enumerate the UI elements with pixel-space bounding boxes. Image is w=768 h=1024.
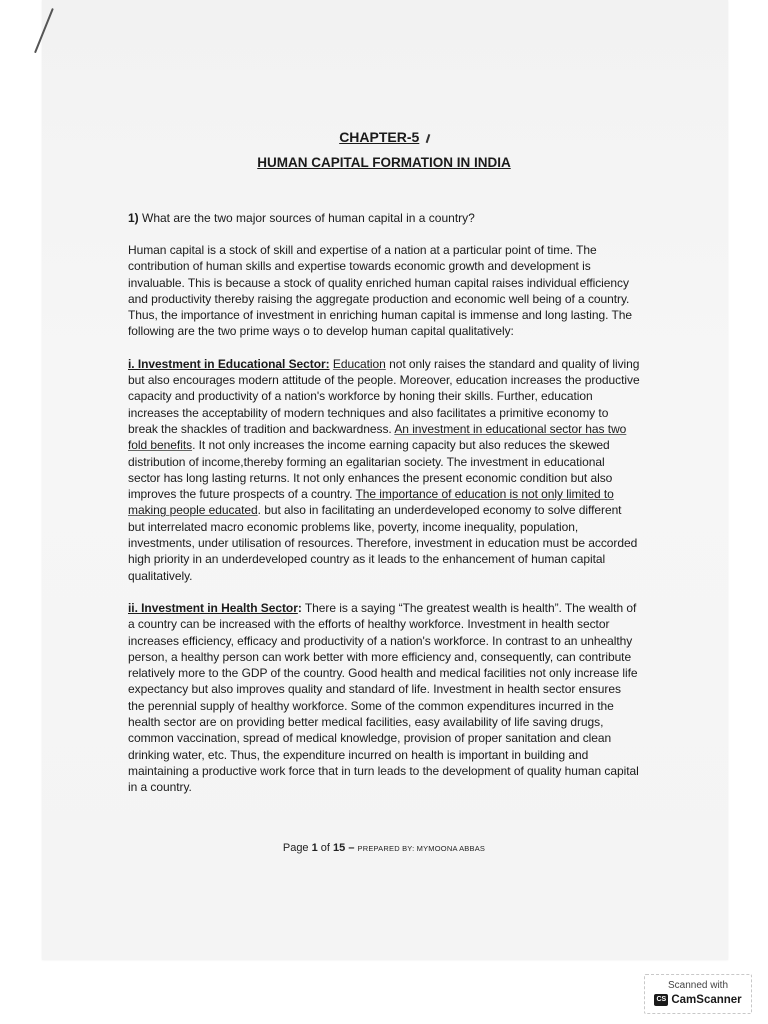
section-education-text-3: . It not only increases the income earning capacity but also reduces the skewed distribution of income,thereby forming an egalitarian society. The investment in educational sector has long lasting returns. It not only enhances the present economic condition but also improves the future prospects of a country. xyxy=(128,438,613,502)
section-education-text-2: not only raises the standard and quality of living but also encourages modern attitude of the people. Moreover, education increases the productive capacity and productivity of a nation's workforce by honing their skills. Further, education increases the acceptability of modern techniques and also facilitates a primitive economy to break the shackles of tradition and backwardness. xyxy=(128,356,640,436)
footer-of-word: of xyxy=(317,842,334,854)
question-number: 1) xyxy=(128,211,139,225)
section-education-underlined-3: The importance of education is not only limited to making people educated xyxy=(128,487,614,518)
section-health xyxy=(128,600,640,796)
question-text: What are the two major sources of human capital in a country? xyxy=(138,211,475,225)
watermark-brand xyxy=(645,994,751,1006)
section-health-text: There is a saying “The greatest wealth is health”. The wealth of a country can be increased with the efforts of healthy workforce. Investment in health sector increases efficiency, efficacy and productivity of a nation's workforce. In contrast to an unhealthy person, a healthy person can work better with more efficiency and, consequently, can contribute relatively more to the GDP of the country. Good health and medical facilities not only increase life expectancy but also improves quality and standard of life. Investment in health sector ensures the perennial supply of healthy workforce. Some of the common expenditures incurred in the health sector are on providing better medical facilities, easy availability of life saving drugs, common vaccination, spread of medical knowledge, provision of proper sanitation and clean drinking water, etc. Thus, the expenditure incurred on health is important in building and maintaining a productive work force that in turn leads to the development of quality human capital in a country. xyxy=(128,600,639,795)
section-education-underlined-1: Education xyxy=(332,356,386,371)
watermark-scanned-with: Scanned with xyxy=(667,980,729,991)
section-education-heading: i. Investment in Educational Sector: xyxy=(128,356,330,371)
section-education-text-4: . but also in facilitating an underdeveloped economy to solve different but interrelated macro economic problems like, poverty, income inequality, population, investments, under utilisation of resources. Therefore, investment in education must be accorded high priority in an underdeveloped country as it leads to the enhancement of human capital qualitatively. xyxy=(128,503,638,583)
section-health-colon: : xyxy=(297,600,302,615)
camscanner-watermark xyxy=(644,974,752,1014)
section-education-underlined-2: An investment in educational sector has two fold benefits xyxy=(128,421,627,453)
intro-paragraph: Human capital is a stock of skill and expertise of a nation at a particular point of time. The contribution of human skills and expertise towards economic growth and development is invaluable. This is because a stock of quality enriched human capital raises individual efficiency and productivity thereby raising the aggregate production and economic well being of a country. Thus, the importance of investment in enriching human capital is immense and long lasting. The following are the two prime ways o to develop human capital qualitatively: xyxy=(128,243,633,339)
chapter-title-text: CHAPTER-5 xyxy=(339,129,420,145)
camscanner-logo-icon: CS xyxy=(654,994,668,1006)
section-health-heading: ii. Investment in Health Sector xyxy=(128,600,298,615)
footer-page-number: 1 xyxy=(311,842,318,854)
question-1 xyxy=(128,210,640,226)
chapter-title xyxy=(128,128,640,146)
footer-page-word: Page xyxy=(282,842,312,854)
footer-dash: – xyxy=(345,842,358,854)
pen-tick-mark xyxy=(426,134,430,143)
page-footer xyxy=(0,842,768,854)
chapter-subtitle: HUMAN CAPITAL FORMATION IN INDIA xyxy=(257,155,511,170)
footer-prepared-by: PREPARED BY: MYMOONA ABBAS xyxy=(357,844,486,853)
section-education xyxy=(128,356,640,584)
footer-page-total: 15 xyxy=(333,842,346,854)
document-content xyxy=(128,128,640,796)
watermark-brand-name: CamScanner xyxy=(671,994,742,1006)
